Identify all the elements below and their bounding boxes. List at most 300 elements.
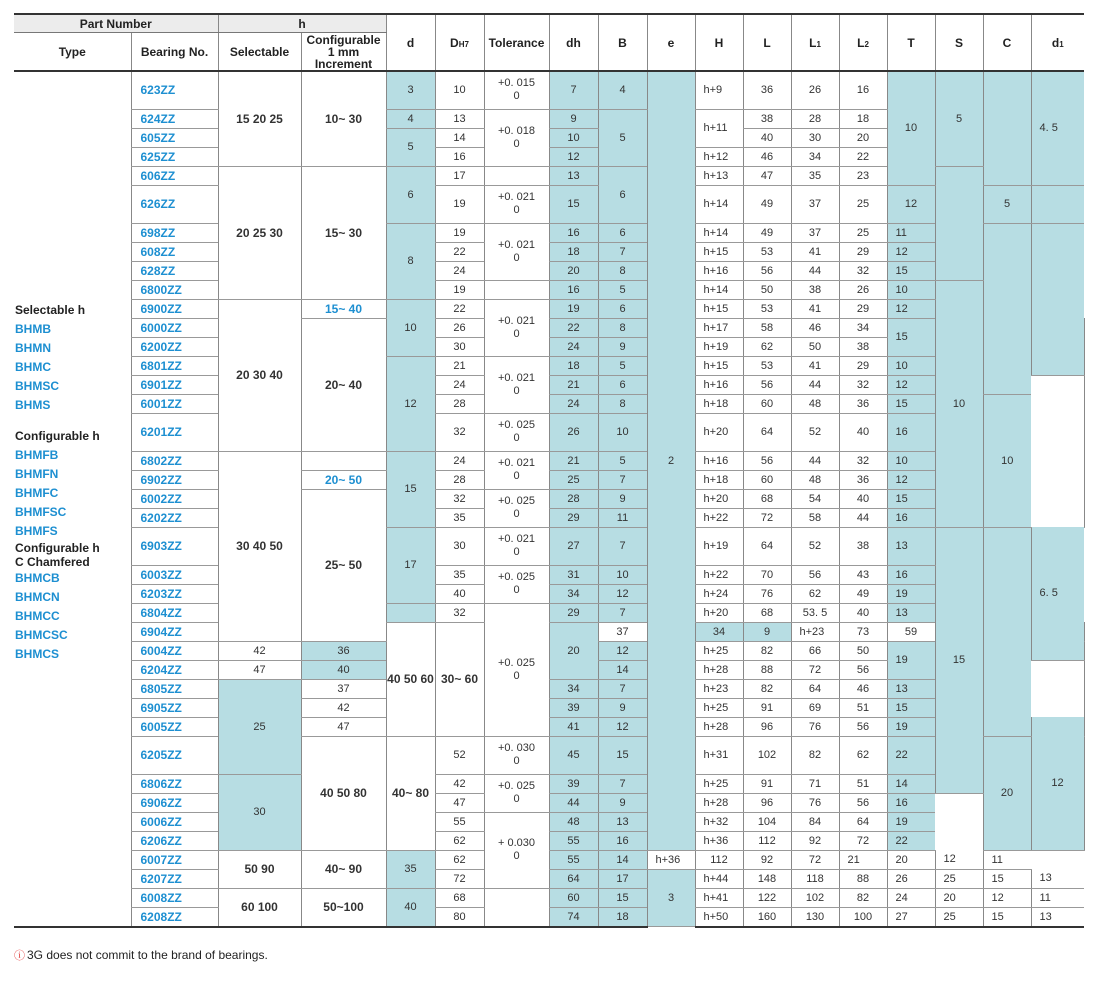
L1-cell: 50 [791, 337, 839, 356]
C-cell: 15 [983, 907, 1031, 927]
type-item[interactable]: BHMC [15, 360, 51, 374]
type-chamfered-label-2: C Chamfered [15, 555, 90, 569]
bearing-no-link[interactable]: 6208ZZ [131, 907, 218, 927]
C-cell [983, 527, 1031, 736]
H-cell: h+9 [695, 71, 743, 109]
tolerance-lower: 0 [513, 384, 520, 397]
bearing-no-link[interactable]: 6905ZZ [131, 698, 218, 717]
bearing-no-link[interactable]: 626ZZ [131, 185, 218, 223]
dh-cell: 24 [549, 337, 598, 356]
T-cell: 10 [887, 71, 935, 185]
D-cell: 28 [435, 394, 484, 413]
type-item[interactable]: BHMN [15, 341, 51, 355]
L-cell: 112 [695, 850, 743, 869]
bearing-no-link[interactable]: 6804ZZ [131, 603, 218, 622]
L1-cell: 37 [791, 185, 839, 223]
D-cell: 14 [435, 128, 484, 147]
L1-cell: 41 [791, 299, 839, 318]
bearing-no-link[interactable]: 6200ZZ [131, 337, 218, 356]
d-cell: 15 [386, 451, 435, 527]
tolerance-cell [484, 603, 549, 736]
D-cell: 37 [598, 622, 647, 641]
h-selectable-cell: 50 90 [218, 850, 301, 888]
T-cell: 12 [887, 375, 935, 394]
e-cell: 2 [647, 71, 695, 850]
bearing-no-link[interactable]: 628ZZ [131, 261, 218, 280]
H-cell: h+20 [695, 603, 743, 622]
bearing-no-link[interactable]: 6002ZZ [131, 489, 218, 508]
bearing-no-link[interactable]: 6001ZZ [131, 394, 218, 413]
L1-cell: 102 [791, 888, 839, 907]
B-cell: 5 [598, 451, 647, 470]
header-D-sub: H7 [458, 39, 469, 49]
L-cell: 60 [743, 470, 791, 489]
T-cell: 19 [887, 641, 935, 679]
tolerance-lower: 0 [513, 508, 520, 520]
tolerance-cell [484, 71, 549, 109]
H-cell: h+16 [695, 375, 743, 394]
type-chamfered-label-1: Configurable h [15, 541, 100, 555]
L-cell: 96 [743, 793, 791, 812]
bearing-no-link[interactable]: 6005ZZ [131, 717, 218, 736]
L2-cell: 40 [839, 603, 887, 622]
header-L2-label: L [857, 35, 865, 50]
L2-cell: 16 [839, 71, 887, 109]
L-cell: 49 [743, 185, 791, 223]
bearing-no-link[interactable]: 6205ZZ [131, 736, 218, 774]
B-cell: 11 [598, 508, 647, 527]
L-cell: 38 [743, 109, 791, 128]
header-h: h [218, 14, 386, 33]
bearing-no-link[interactable]: 6003ZZ [131, 565, 218, 584]
tolerance-cell [484, 356, 549, 413]
tolerance-upper: +0. 030 [497, 742, 535, 754]
T-cell: 26 [887, 869, 935, 888]
dh-cell: 12 [549, 147, 598, 166]
L2-cell: 62 [839, 736, 887, 774]
L1-cell: 44 [791, 375, 839, 394]
L-cell: 62 [743, 337, 791, 356]
L-cell: 56 [743, 451, 791, 470]
bearing-no-link[interactable]: 6206ZZ [131, 831, 218, 850]
H-cell: h+16 [695, 261, 743, 280]
type-item[interactable]: BHMSC [15, 379, 59, 393]
type-item[interactable]: BHMS [15, 398, 51, 412]
L2-cell: 23 [839, 166, 887, 185]
bearing-no-link[interactable]: 6805ZZ [131, 679, 218, 698]
footnote-text: 3G does not commit to the brand of bearings. [27, 948, 268, 962]
header-type: Type [14, 33, 131, 71]
L2-cell: 51 [839, 774, 887, 793]
tolerance-cell [484, 736, 549, 774]
bearing-spec-table [14, 13, 1084, 928]
tolerance-cell [484, 774, 549, 812]
bearing-no-link[interactable]: 6906ZZ [131, 793, 218, 812]
bearing-no-link[interactable]: 6900ZZ [131, 299, 218, 318]
bearing-no-link[interactable]: 6901ZZ [131, 375, 218, 394]
dh-cell: 36 [301, 641, 386, 660]
header-configurable-label: Configurable [306, 32, 381, 47]
H-cell: h+23 [695, 679, 743, 698]
L1-cell: 62 [791, 584, 839, 603]
tolerance-cell [484, 166, 549, 185]
L2-cell: 64 [839, 812, 887, 831]
H-cell: h+14 [695, 185, 743, 223]
dh-cell: 16 [549, 280, 598, 299]
T-cell: 16 [887, 793, 935, 812]
bearing-no-link[interactable]: 6008ZZ [131, 888, 218, 907]
L-cell: 60 [743, 394, 791, 413]
bearing-no-link[interactable]: 6203ZZ [131, 584, 218, 603]
S-cell: 10 [935, 280, 983, 527]
dh-cell: 34 [695, 622, 743, 641]
L1-cell: 52 [791, 527, 839, 565]
D-cell: 26 [435, 318, 484, 337]
D-cell: 37 [301, 679, 386, 698]
header-L: L [743, 14, 791, 71]
L1-cell: 41 [791, 356, 839, 375]
L1-cell: 84 [791, 812, 839, 831]
tolerance-cell [484, 812, 549, 888]
L-cell: 49 [743, 223, 791, 242]
bearing-no-link[interactable]: 623ZZ [131, 71, 218, 109]
C-cell: 15 [983, 869, 1031, 888]
L-cell: 104 [743, 812, 791, 831]
B-cell: 15 [598, 888, 647, 907]
header-e: e [647, 14, 695, 71]
B-cell: 9 [598, 337, 647, 356]
H-cell: h+25 [695, 641, 743, 660]
dh-cell: 45 [549, 736, 598, 774]
type-item[interactable]: BHMB [15, 322, 51, 336]
B-cell: 10 [598, 565, 647, 584]
d1-cell [1031, 223, 1084, 375]
d1-cell: 13 [1031, 869, 1084, 888]
d1-cell: 6. 5 [1031, 527, 1084, 660]
L2-cell: 34 [839, 318, 887, 337]
bearing-no-link[interactable]: 6904ZZ [131, 622, 218, 641]
L-cell: 96 [743, 717, 791, 736]
C-cell: 12 [983, 888, 1031, 907]
D-cell: 30 [435, 337, 484, 356]
H-cell: h+31 [695, 736, 743, 774]
L2-cell: 51 [839, 698, 887, 717]
H-cell: h+32 [695, 812, 743, 831]
D-cell: 10 [435, 71, 484, 109]
dh-cell: 39 [549, 774, 598, 793]
type-item[interactable]: BHMCS [15, 647, 59, 661]
tolerance-upper: +0. 021 [497, 457, 535, 469]
L-cell: 70 [743, 565, 791, 584]
bearing-no-link[interactable]: 6801ZZ [131, 356, 218, 375]
D-cell: 35 [435, 508, 484, 527]
bearing-no-link[interactable]: 624ZZ [131, 109, 218, 128]
tolerance-lower: 0 [513, 90, 520, 103]
D-cell: 42 [435, 774, 484, 793]
L1-cell: 35 [791, 166, 839, 185]
bearing-no-link[interactable]: 625ZZ [131, 147, 218, 166]
S-cell: 20 [935, 888, 983, 907]
header-dh: dh [549, 14, 598, 71]
B-cell: 6 [598, 223, 647, 242]
type-item[interactable]: BHMCSC [15, 628, 68, 642]
L-cell: 112 [743, 831, 791, 850]
tolerance-upper: +0. 025 [497, 571, 535, 583]
C-cell: 12 [935, 850, 983, 869]
d1-cell: 11 [983, 850, 1031, 869]
bearing-no-link[interactable]: 606ZZ [131, 166, 218, 185]
C-cell: 10 [983, 394, 1031, 527]
L1-cell: 76 [791, 793, 839, 812]
T-cell: 12 [887, 470, 935, 489]
D-cell: 42 [301, 698, 386, 717]
L1-cell: 48 [791, 470, 839, 489]
bearing-no-link[interactable]: 6903ZZ [131, 527, 218, 565]
header-part-number: Part Number [14, 14, 218, 33]
T-cell: 16 [887, 565, 935, 584]
bearing-no-link[interactable]: 6004ZZ [131, 641, 218, 660]
H-cell: h+50 [695, 907, 743, 927]
tolerance-lower: 0 [513, 546, 520, 558]
S-cell: 25 [935, 907, 983, 927]
B-cell: 7 [598, 470, 647, 489]
B-cell: 8 [598, 394, 647, 413]
D-cell: 47 [301, 717, 386, 736]
L2-cell: 46 [839, 679, 887, 698]
header-D-label: D [450, 35, 459, 50]
h-selectable-cell: 60 100 [218, 888, 301, 927]
bearing-no-link[interactable]: 6207ZZ [131, 869, 218, 888]
L1-cell: 26 [791, 71, 839, 109]
T-cell: 27 [887, 907, 935, 927]
H-cell: h+22 [695, 508, 743, 527]
L-cell: 82 [743, 641, 791, 660]
d-cell: 5 [386, 128, 435, 166]
H-cell: h+16 [695, 451, 743, 470]
bearing-no-link[interactable]: 6802ZZ [131, 451, 218, 470]
tolerance-upper: + 0.030 [497, 837, 535, 849]
bearing-no-link[interactable]: 6201ZZ [131, 413, 218, 451]
tolerance-lower: 0 [513, 850, 520, 862]
dh-cell: 13 [549, 166, 598, 185]
type-item[interactable]: BHMFB [15, 448, 59, 462]
T-cell: 19 [887, 717, 935, 736]
H-cell: h+15 [695, 242, 743, 261]
L-cell: 46 [743, 147, 791, 166]
B-cell: 5 [598, 280, 647, 299]
D-cell: 72 [435, 869, 484, 888]
B-cell: 14 [598, 660, 647, 679]
tolerance-upper: +0. 021 [497, 238, 535, 251]
D-cell: 68 [435, 888, 484, 907]
H-cell: h+25 [695, 774, 743, 793]
L-cell: 47 [743, 166, 791, 185]
type-item[interactable]: BHMFN [15, 467, 59, 481]
d-cell: 3 [386, 71, 435, 109]
d1-cell: 11 [1031, 888, 1084, 907]
D-cell: 22 [435, 299, 484, 318]
L1-cell: 30 [791, 128, 839, 147]
B-cell: 4 [598, 71, 647, 109]
H-cell: h+14 [695, 223, 743, 242]
h-configurable-cell: 15~ 40 [301, 299, 386, 318]
L2-cell: 32 [839, 375, 887, 394]
L1-cell: 54 [791, 489, 839, 508]
type-item[interactable]: BHMFSC [15, 505, 67, 519]
dh-cell: 21 [549, 451, 598, 470]
H-cell: h+41 [695, 888, 743, 907]
bearing-no-link[interactable]: 6800ZZ [131, 280, 218, 299]
tolerance-lower: 0 [513, 432, 520, 444]
tolerance-upper: +0. 021 [497, 533, 535, 545]
h-selectable-cell: 20 30 40 [218, 299, 301, 451]
H-cell: h+24 [695, 584, 743, 603]
L-cell: 88 [743, 660, 791, 679]
type-item[interactable]: BHMFS [15, 524, 58, 538]
L-cell: 58 [743, 318, 791, 337]
tolerance-lower: 0 [513, 584, 520, 596]
H-cell: h+28 [695, 660, 743, 679]
D-cell: 32 [435, 603, 484, 622]
d-cell: 12 [386, 356, 435, 451]
dh-cell: 40 [301, 660, 386, 679]
L2-cell: 32 [839, 451, 887, 470]
B-cell: 7 [598, 679, 647, 698]
h-configurable-cell: 10~ 30 [301, 71, 386, 166]
L-cell: 56 [743, 261, 791, 280]
H-cell: h+23 [791, 622, 839, 641]
dh-cell: 16 [549, 223, 598, 242]
d-cell: 20 [549, 622, 598, 679]
type-column [14, 71, 131, 927]
bearing-no-link[interactable]: 608ZZ [131, 242, 218, 261]
B-cell: 16 [598, 831, 647, 850]
L1-cell: 41 [791, 242, 839, 261]
D-cell: 80 [435, 907, 484, 927]
header-B: B [598, 14, 647, 71]
type-item[interactable]: BHMCN [15, 590, 60, 604]
T-cell: 10 [887, 280, 935, 299]
B-cell: 7 [598, 242, 647, 261]
L-cell: 50 [743, 280, 791, 299]
type-item[interactable]: BHMCC [15, 609, 60, 623]
type-item[interactable]: BHMFC [15, 486, 59, 500]
T-cell: 22 [887, 736, 935, 774]
L2-cell: 40 [839, 413, 887, 451]
T-cell: 10 [887, 451, 935, 470]
dh-cell: 25 [549, 470, 598, 489]
bearing-no-link[interactable]: 6204ZZ [131, 660, 218, 679]
L1-cell: 69 [791, 698, 839, 717]
T-cell: 15 [887, 489, 935, 508]
L1-cell: 52 [791, 413, 839, 451]
tolerance-upper: +0. 021 [497, 371, 535, 384]
B-cell: 8 [598, 318, 647, 337]
type-item[interactable]: BHMCB [15, 571, 60, 585]
dh-cell: 7 [549, 71, 598, 109]
header-L1-sub: 1 [816, 39, 821, 49]
L1-cell: 53. 5 [791, 603, 839, 622]
H-cell: h+44 [695, 869, 743, 888]
L-cell: 91 [743, 698, 791, 717]
d-cell: 8 [386, 223, 435, 299]
C-cell: 5 [983, 185, 1031, 223]
L2-cell: 29 [839, 356, 887, 375]
B-cell: 17 [598, 869, 647, 888]
T-cell: 15 [887, 261, 935, 280]
tolerance-upper: +0. 025 [497, 495, 535, 507]
h-configurable-cell [301, 451, 386, 470]
D-cell: 47 [435, 793, 484, 812]
header-increment-label: 1 mm Increment [314, 44, 373, 71]
D-cell: 24 [435, 375, 484, 394]
bearing-no-link[interactable]: 605ZZ [131, 128, 218, 147]
dh-cell: 9 [549, 109, 598, 128]
D-cell: 24 [435, 451, 484, 470]
header-L1-label: L [809, 35, 817, 50]
T-cell: 13 [887, 603, 935, 622]
dh-cell: 31 [549, 565, 598, 584]
H-cell: h+28 [695, 717, 743, 736]
L1-cell: 66 [791, 641, 839, 660]
e-cell: 3 [647, 869, 695, 927]
h-selectable-cell: 40 50 80 [301, 736, 386, 850]
dh-cell: 29 [549, 508, 598, 527]
H-cell: h+22 [695, 565, 743, 584]
h-configurable-cell: 40~ 80 [386, 736, 435, 850]
L1-cell: 76 [791, 717, 839, 736]
L2-cell: 44 [839, 508, 887, 527]
L1-cell: 48 [791, 394, 839, 413]
S-cell: 25 [935, 869, 983, 888]
B-cell: 6 [598, 375, 647, 394]
type-selectable-label: Selectable h [15, 303, 86, 317]
dh-cell: 39 [549, 698, 598, 717]
dh-cell: 64 [549, 869, 598, 888]
T-cell: 12 [887, 299, 935, 318]
T-cell: 24 [887, 888, 935, 907]
h-configurable-cell: 25~ 50 [301, 489, 386, 641]
B-cell: 13 [598, 812, 647, 831]
bearing-no-link[interactable]: 6000ZZ [131, 318, 218, 337]
L1-cell: 56 [791, 565, 839, 584]
dh-cell: 27 [549, 527, 598, 565]
bearing-no-link[interactable]: 6806ZZ [131, 774, 218, 793]
dh-cell: 21 [549, 375, 598, 394]
tolerance-lower: 0 [513, 137, 520, 150]
B-cell: 5 [598, 356, 647, 375]
H-cell: h+18 [695, 394, 743, 413]
h-configurable-cell: 20~ 50 [301, 470, 386, 489]
bearing-no-link[interactable]: 6902ZZ [131, 470, 218, 489]
T-cell: 22 [887, 831, 935, 850]
bearing-no-link[interactable]: 6006ZZ [131, 812, 218, 831]
L1-cell: 38 [791, 280, 839, 299]
d-cell: 10 [386, 299, 435, 356]
bearing-no-link[interactable]: 6202ZZ [131, 508, 218, 527]
h-configurable-cell: 50~100 [301, 888, 386, 927]
bearing-no-link[interactable]: 698ZZ [131, 223, 218, 242]
dh-cell: 10 [549, 128, 598, 147]
L-cell: 40 [743, 128, 791, 147]
H-cell: h+36 [647, 850, 695, 869]
L-cell: 36 [743, 71, 791, 109]
bearing-no-link[interactable]: 6007ZZ [131, 850, 218, 869]
header-S: S [935, 14, 983, 71]
L1-cell: 92 [743, 850, 791, 869]
B-cell: 5 [598, 109, 647, 166]
header-D [435, 14, 484, 71]
